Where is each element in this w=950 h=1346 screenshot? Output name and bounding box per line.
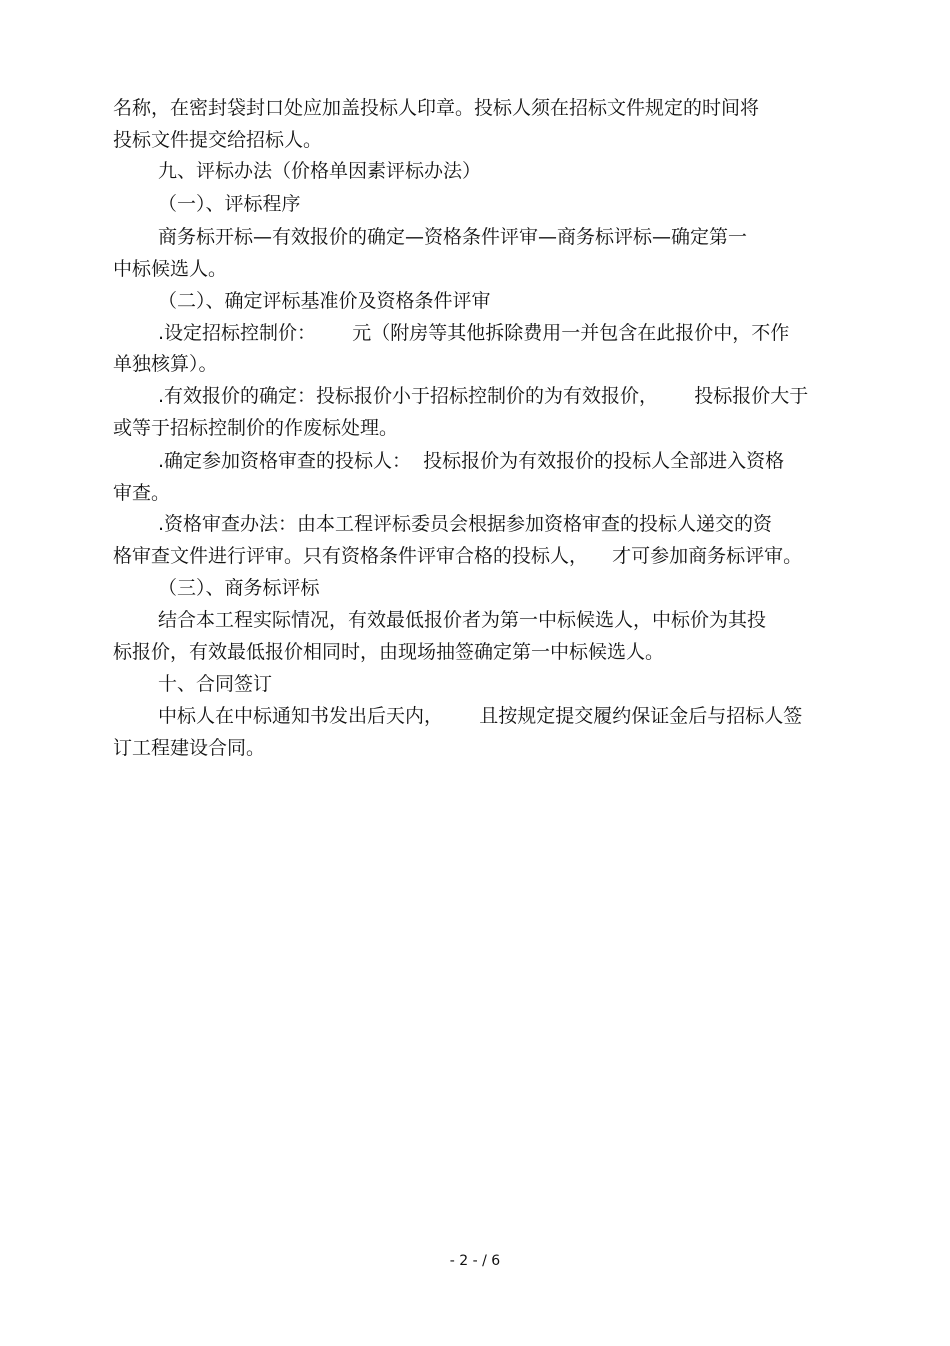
text-line: 商务标开标—有效报价的确定—资格条件评审—商务标评标—确定第一 [158, 226, 748, 248]
text-line: 单独核算）。 [113, 353, 218, 375]
text-line: .确定参加资格审查的投标人： 投标报价为有效报价的投标人全部进入资格 [158, 450, 785, 472]
text-line: .设定招标控制价： 元（附房等其他拆除费用一并包含在此报价中，不作 [158, 322, 790, 344]
text-line: 或等于招标控制价的作废标处理。 [113, 417, 399, 439]
text-line: 标报价，有效最低报价相同时，由现场抽签确定第一中标候选人。 [113, 641, 665, 663]
section-heading: 九、评标办法（价格单因素评标办法） [158, 160, 482, 182]
text-line: 名称，在密封袋封口处应加盖投标人印章。投标人须在招标文件规定的时间将 [113, 97, 760, 119]
page-number: - 2 - / 6 [449, 1253, 501, 1269]
text-line: 订工程建设合同。 [113, 737, 266, 759]
text-line: 结合本工程实际情况，有效最低报价者为第一中标候选人，中标价为其投 [158, 609, 767, 631]
subsection-heading: （二）、确定评标基准价及资格条件评审 [158, 290, 491, 312]
text-line: .资格审查办法：由本工程评标委员会根据参加资格审查的投标人递交的资 [158, 513, 773, 535]
text-line: 中标人在中标通知书发出后天内， 且按规定提交履约保证金后与招标人签 [158, 705, 803, 727]
text-line: 中标候选人。 [113, 258, 228, 280]
text-line: 投标文件提交给招标人。 [113, 129, 323, 151]
text-line: 格审查文件进行评审。只有资格条件评审合格的投标人， 才可参加商务标评审。 [113, 545, 803, 567]
text-line: .有效报价的确定：投标报价小于招标控制价的为有效报价， 投标报价大于 [158, 385, 809, 407]
text-line: 审查。 [113, 482, 171, 504]
subsection-heading: （一）、评标程序 [158, 193, 301, 215]
subsection-heading: （三）、商务标评标 [158, 577, 320, 599]
section-heading: 十、合同签订 [158, 673, 273, 695]
